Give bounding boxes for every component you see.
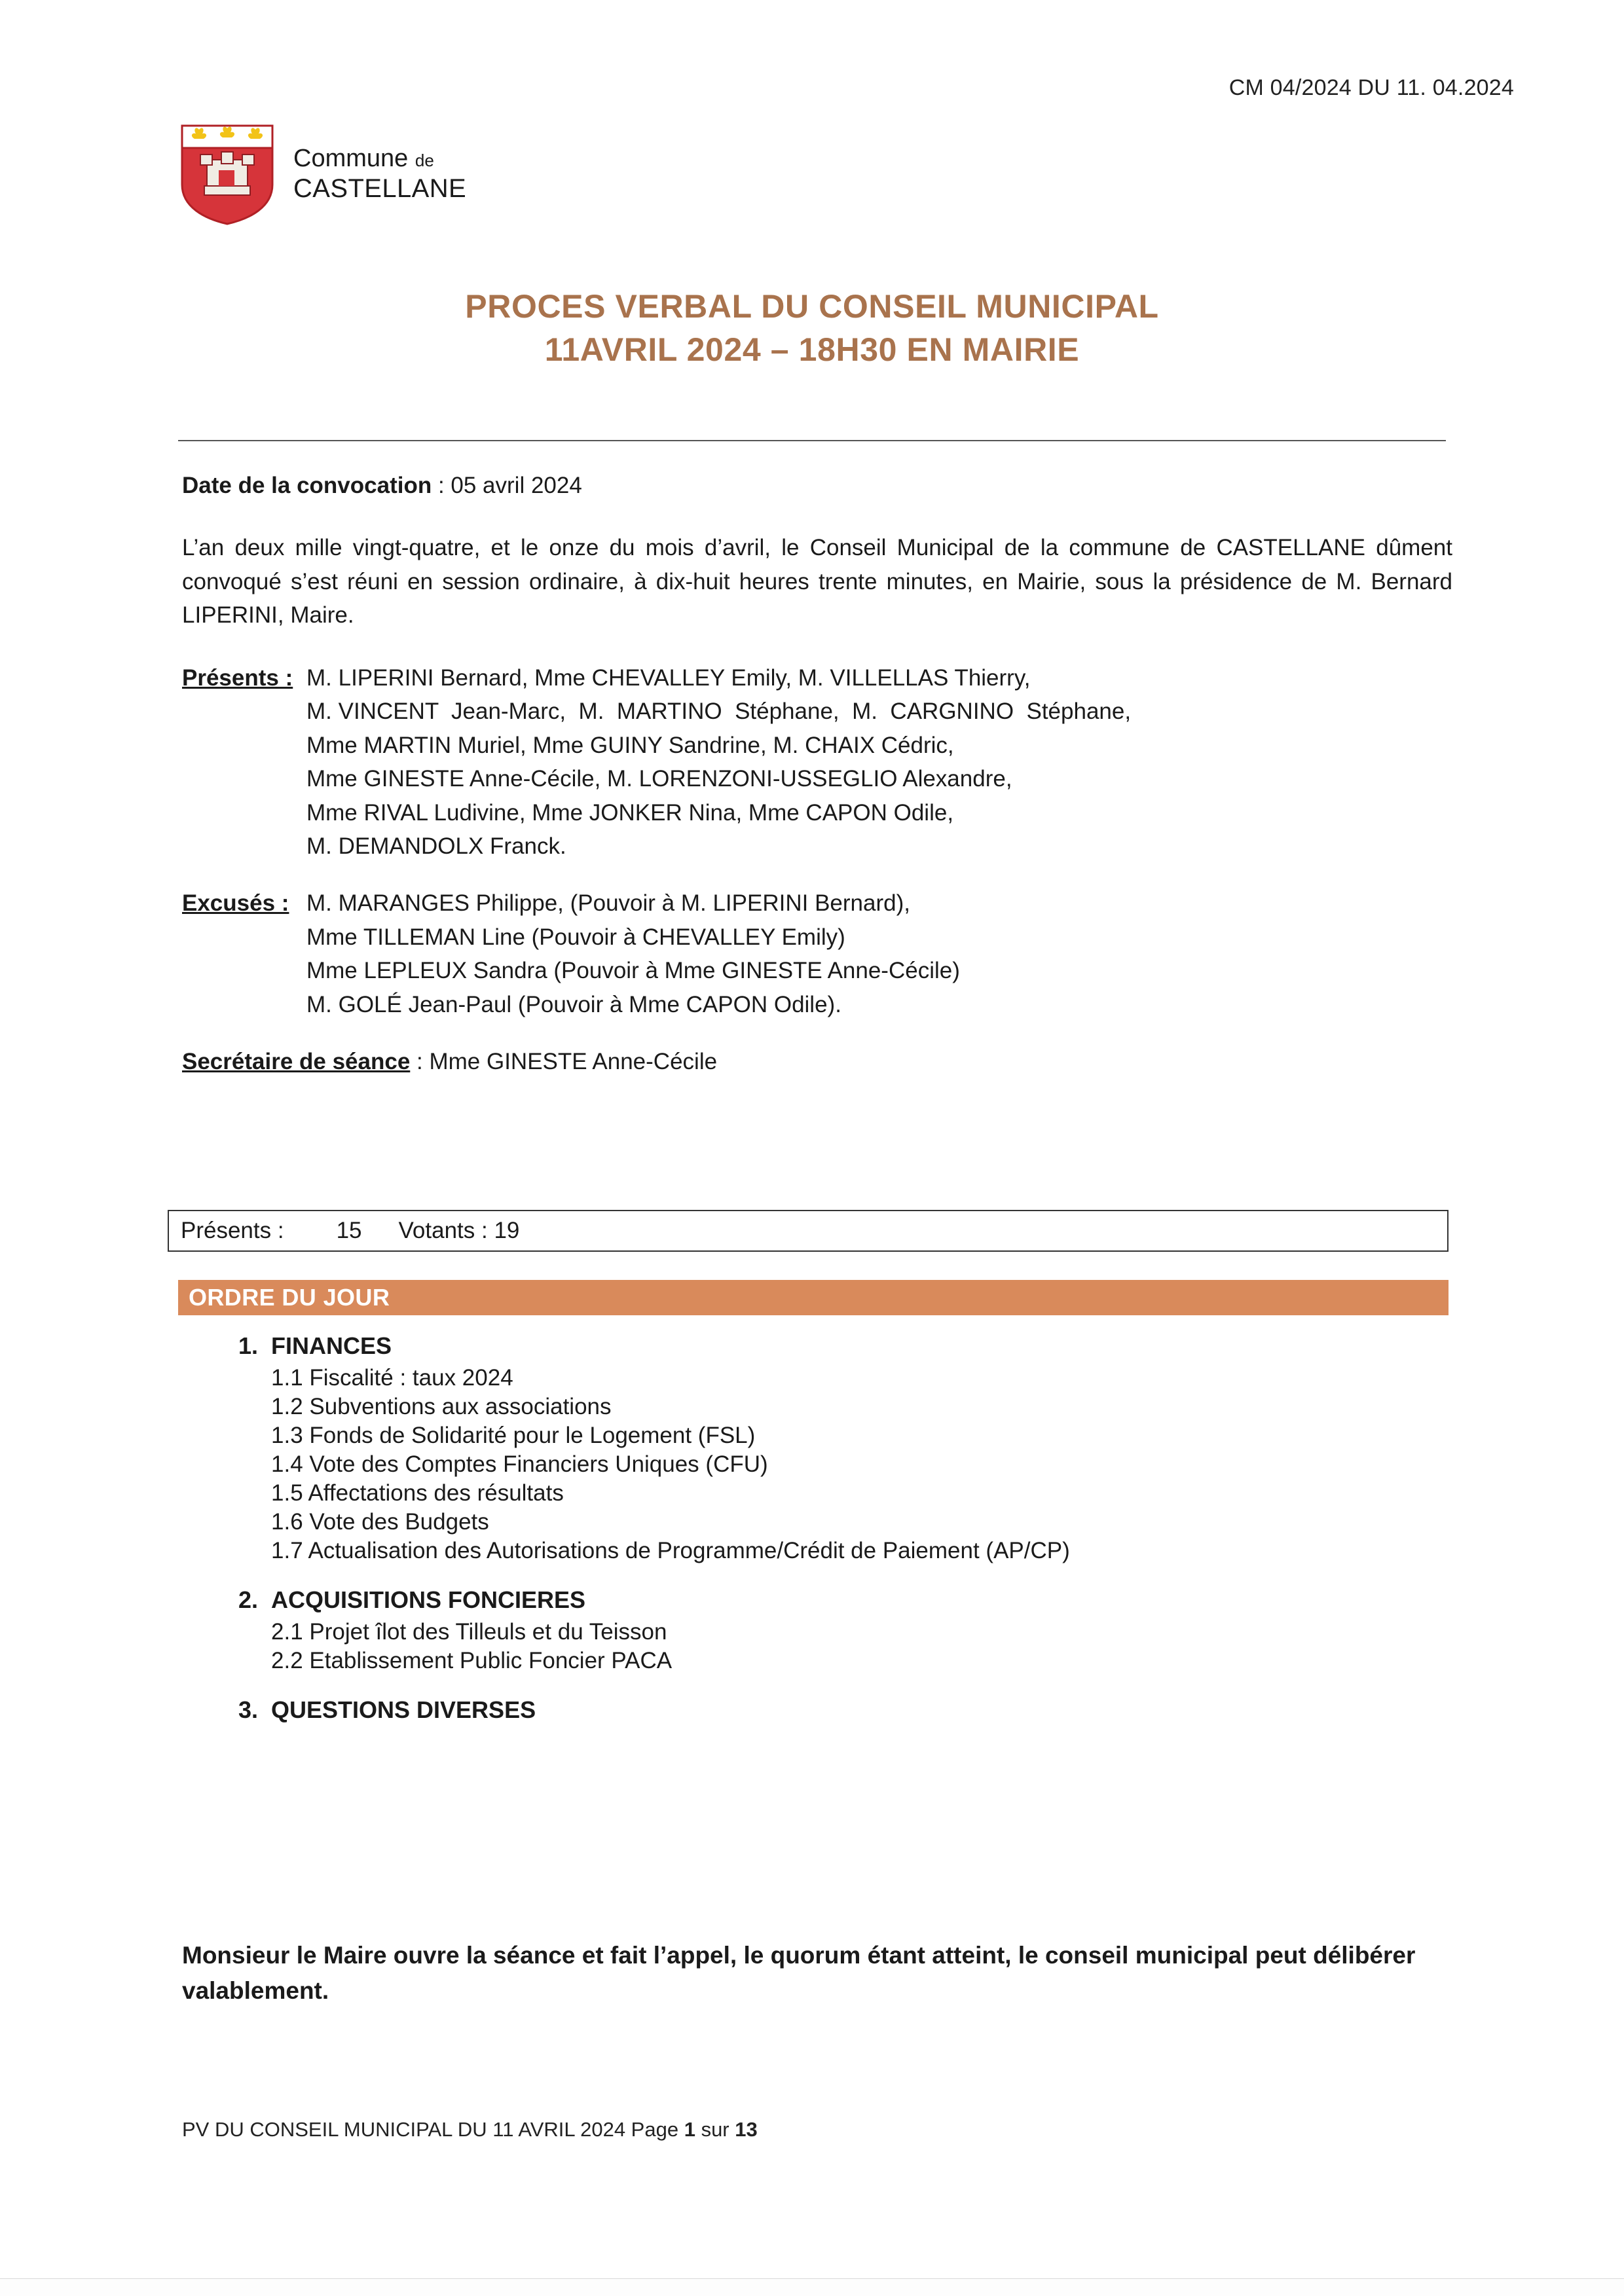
footer-page-number: 1: [684, 2118, 695, 2141]
excuses-names: [306, 886, 1452, 1021]
agenda-section-number: 2.: [238, 1586, 258, 1613]
list-item: 1.6 Vote des Budgets: [271, 1509, 489, 1535]
presents-names: [306, 661, 1452, 864]
list-item: M. MARANGES Philippe, (Pouvoir à M. LIPERINI Bernard),: [306, 890, 910, 917]
closing-paragraph: Monsieur le Maire ouvre la séance et fait l’appel, le quorum étant atteint, le conseil municipal peut délibérer valablement.: [182, 1942, 1416, 2004]
list-item: Mme TILLEMAN Line (Pouvoir à CHEVALLEY Emily): [306, 924, 845, 950]
convocation-label: Date de la convocation: [182, 473, 432, 498]
list-item: 1.1 Fiscalité : taux 2024: [271, 1365, 513, 1391]
document-reference: CM 04/2024 DU 11. 04.2024: [1228, 75, 1514, 100]
excuses-block: [182, 886, 1452, 1021]
page-title-line2: 11AVRIL 2024 – 18H30 EN MAIRIE: [544, 331, 1080, 368]
commune-logo-block: [178, 122, 466, 227]
presents-label: Présents :: [182, 665, 293, 691]
agenda-section-heading: [229, 1332, 1473, 1360]
attendance-counts-box: [168, 1210, 1449, 1252]
list-item: Mme LEPLEUX Sandra (Pouvoir à Mme GINESTE Anne-Cécile): [306, 958, 960, 984]
agenda-section-title: QUESTIONS DIVERSES: [271, 1696, 536, 1723]
commune-city: CASTELLANE: [293, 173, 467, 203]
agenda-subitems: [271, 1365, 1473, 1564]
list-item: M. GOLÉ Jean-Paul (Pouvoir à Mme CAPON Odile).: [306, 991, 841, 1017]
list-item: 1.5 Affectations des résultats: [271, 1480, 564, 1506]
convocation-line: [182, 469, 1452, 502]
page-footer: [182, 2118, 758, 2141]
secretary-label: Secrétaire de séance: [182, 1049, 411, 1075]
agenda-section-3: [229, 1696, 1473, 1724]
footer-middle: sur: [695, 2118, 735, 2141]
commune-word: Commune: [293, 144, 409, 172]
agenda-section-title: FINANCES: [271, 1332, 392, 1359]
agenda-section-heading: [229, 1696, 1473, 1724]
list-item: 2.2 Etablissement Public Foncier PACA: [271, 1648, 673, 1673]
document-body: [182, 458, 1452, 1079]
commune-name: [293, 144, 466, 204]
list-item: 1.4 Vote des Comptes Financiers Uniques (CFU): [271, 1451, 768, 1477]
secretary-line: [182, 1045, 1452, 1078]
counts-presents-label: Présents :: [181, 1218, 284, 1243]
list-item: 1.7 Actualisation des Autorisations de Programme/Crédit de Paiement (AP/CP): [271, 1538, 1070, 1563]
list-item: 1.2 Subventions aux associations: [271, 1394, 612, 1419]
convocation-value: : 05 avril 2024: [432, 473, 582, 498]
agenda-section-heading: [229, 1586, 1473, 1614]
agenda-section-1: [229, 1332, 1473, 1564]
counts-presents-value: 15: [336, 1218, 362, 1243]
list-item: Mme MARTIN Muriel, Mme GUINY Sandrine, M. CHAIX Cédric,: [306, 732, 954, 758]
coat-of-arms-icon: [178, 122, 276, 227]
footer-prefix: PV DU CONSEIL MUNICIPAL DU 11 AVRIL 2024 Page: [182, 2118, 684, 2141]
list-item: Mme RIVAL Ludivine, Mme JONKER Nina, Mme CAPON Odile,: [306, 799, 954, 826]
commune-de-word: de: [415, 150, 434, 170]
list-item: Mme GINESTE Anne-Cécile, M. LORENZONI-USSEGLIO Alexandre,: [306, 766, 1012, 792]
agenda-list: [229, 1332, 1473, 1746]
excuses-label: Excusés :: [182, 890, 289, 917]
agenda-section-number: 3.: [238, 1696, 258, 1723]
counts-votants: Votants : 19: [398, 1218, 520, 1243]
list-item: M. LIPERINI Bernard, Mme CHEVALLEY Emily, M. VILLELLAS Thierry,: [306, 665, 1031, 691]
list-item: M. VINCENT Jean-Marc, M. MARTINO Stéphane, M. CARGNINO Stéphane,: [306, 699, 1132, 725]
agenda-section-number: 1.: [238, 1332, 258, 1359]
intro-paragraph: L’an deux mille vingt-quatre, et le onze du mois d’avril, le Conseil Municipal de la commune de CASTELLANE dûment convoqué s’est réuni en session ordinaire, à dix-huit heures trente minutes, en Mairie, sous la présidence de M. Bernard LIPERINI, Maire.: [182, 535, 1452, 629]
page-title-line1: PROCES VERBAL DU CONSEIL MUNICIPAL: [465, 288, 1159, 325]
agenda-subitems: [271, 1619, 1473, 1674]
footer-total-pages: 13: [735, 2118, 758, 2141]
list-item: 2.1 Projet îlot des Tilleuls et du Teisson: [271, 1619, 667, 1645]
presents-block: [182, 661, 1452, 864]
header-divider: [178, 440, 1446, 441]
agenda-banner: ORDRE DU JOUR: [178, 1280, 1449, 1315]
page-bottom-edge: [0, 2278, 1624, 2296]
list-item: 1.3 Fonds de Solidarité pour le Logement (FSL): [271, 1423, 756, 1448]
agenda-section-2: [229, 1586, 1473, 1674]
secretary-value: : Mme GINESTE Anne-Cécile: [410, 1049, 718, 1075]
list-item: M. DEMANDOLX Franck.: [306, 833, 566, 859]
page-title: [0, 285, 1624, 371]
agenda-section-title: ACQUISITIONS FONCIERES: [271, 1586, 586, 1613]
